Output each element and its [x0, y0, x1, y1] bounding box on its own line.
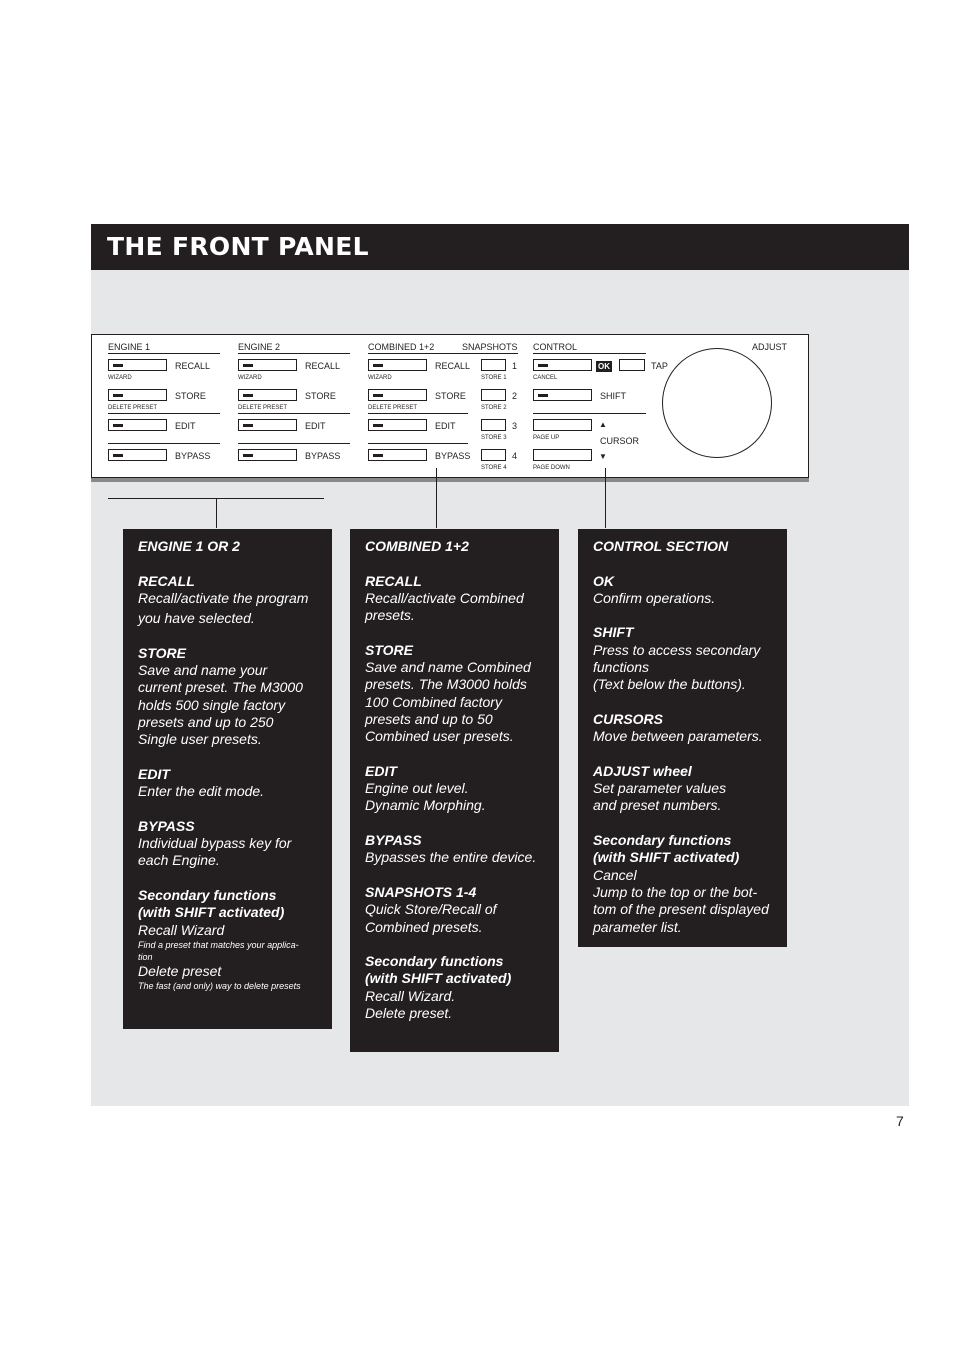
engine2-recall-label: RECALL: [305, 361, 341, 371]
combined-divider: [368, 443, 468, 444]
snapshot-2-button[interactable]: [481, 389, 506, 401]
combined-connector-line: [436, 468, 437, 528]
store-heading: STORE: [365, 641, 413, 658]
snapshot-3-store-label: STORE 3: [481, 435, 507, 441]
engine2-title: ENGINE 2: [238, 342, 281, 352]
tap-label: TAP: [651, 361, 668, 371]
store-text: Save and name your: [138, 662, 268, 679]
snapshot-1-store-label: STORE 1: [481, 375, 507, 381]
engine2-edit-button[interactable]: [238, 419, 297, 431]
engine2-recall-button[interactable]: [238, 359, 297, 371]
engine1-divider: [108, 443, 220, 444]
store-text: presets and up to 250: [138, 713, 274, 730]
page-down-label: PAGE DOWN: [533, 465, 570, 471]
engine1-wizard-label: WIZARD: [108, 375, 132, 381]
engine2-delete-preset-label: DELETE PRESET: [238, 405, 288, 411]
cancel-label: CANCEL: [533, 375, 558, 381]
secondary-functions-subheading: (with SHIFT activated): [365, 970, 512, 987]
combined-store-button[interactable]: [368, 389, 427, 401]
engine1-bypass-label: BYPASS: [175, 451, 211, 461]
combined-bypass-label: BYPASS: [435, 451, 471, 461]
store-text: current preset. The M3000: [138, 679, 303, 696]
led-indicator: [373, 424, 383, 427]
snapshots-text: Combined presets.: [365, 918, 483, 935]
secondary-functions-text: Delete preset.: [365, 1005, 453, 1022]
control-connector-line: [605, 468, 606, 528]
engine1-edit-button[interactable]: [108, 419, 167, 431]
secondary-functions-heading: Secondary functions: [138, 886, 277, 903]
bypass-heading: BYPASS: [365, 832, 422, 849]
snapshot-4-store-label: STORE 4: [481, 465, 507, 471]
secondary-functions-text: tom of the present displayed: [593, 901, 769, 918]
snapshot-2-store-label: STORE 2: [481, 405, 507, 411]
secondary-functions-subheading: (with SHIFT activated): [593, 849, 740, 866]
led-indicator: [113, 454, 123, 457]
secondary-functions-subheading: (with SHIFT activated): [138, 904, 285, 921]
ok-text: Confirm operations.: [593, 589, 716, 606]
led-indicator: [373, 454, 383, 457]
led-indicator: [243, 364, 253, 367]
control-box-title: CONTROL SECTION: [593, 538, 729, 554]
tap-button[interactable]: [619, 359, 645, 371]
bypass-heading: BYPASS: [138, 817, 195, 834]
led-indicator: [113, 364, 123, 367]
snapshot-3-number: 3: [512, 421, 518, 431]
recall-heading: RECALL: [365, 572, 422, 589]
bypass-text: Individual bypass key for: [138, 835, 292, 852]
store-heading: STORE: [138, 644, 186, 661]
engine-description-box: [123, 529, 332, 1029]
secondary-functions-heading: Secondary functions: [593, 832, 732, 849]
cursor-up-arrow-icon: ▲: [599, 420, 607, 429]
snapshot-4-button[interactable]: [481, 449, 506, 461]
secondary-functions-text: Cancel: [593, 866, 637, 883]
control-description-box: [578, 529, 787, 947]
engine1-store-button[interactable]: [108, 389, 167, 401]
snapshot-4-number: 4: [512, 451, 518, 461]
engine1-edit-label: EDIT: [175, 421, 196, 431]
combined-recall-button[interactable]: [368, 359, 427, 371]
secondary-functions-text: Jump to the top or the bot-: [593, 883, 758, 900]
delete-preset-text: Delete preset: [138, 962, 222, 979]
edit-text: Engine out level.: [365, 780, 469, 797]
combined-edit-label: EDIT: [435, 421, 456, 431]
engine1-divider: [108, 413, 220, 414]
section-header-bar: [91, 224, 909, 270]
shift-heading: SHIFT: [593, 624, 634, 641]
engine1-title-rule: [108, 353, 220, 354]
adjust-text: and preset numbers.: [593, 797, 722, 814]
control-title: CONTROL: [533, 342, 578, 352]
engine-box-title: ENGINE 1 OR 2: [138, 538, 240, 554]
bypass-text: Bypasses the entire device.: [365, 849, 537, 866]
combined-recall-label: RECALL: [435, 361, 471, 371]
combined-title: COMBINED 1+2: [368, 342, 435, 352]
led-indicator: [243, 424, 253, 427]
page-title: THE FRONT PANEL: [107, 232, 369, 261]
snapshot-1-number: 1: [512, 361, 518, 371]
store-text: 100 Combined factory: [365, 693, 502, 710]
engine1-store-label: STORE: [175, 391, 206, 401]
store-text: holds 500 single factory: [138, 696, 286, 713]
page-down-button[interactable]: [533, 449, 592, 461]
recall-text: Recall/activate the program: [138, 589, 309, 606]
engine-connector-line: [216, 498, 217, 528]
led-indicator: [538, 394, 548, 397]
edit-heading: EDIT: [138, 765, 170, 782]
cursor-label: CURSOR: [600, 436, 640, 446]
engine2-edit-label: EDIT: [305, 421, 326, 431]
cursors-heading: CURSORS: [593, 710, 664, 727]
led-indicator: [373, 364, 383, 367]
engine1-bypass-button[interactable]: [108, 449, 167, 461]
edit-text: Enter the edit mode.: [138, 783, 265, 800]
ok-label: OK: [598, 362, 610, 371]
edit-heading: EDIT: [365, 762, 397, 779]
recall-heading: RECALL: [138, 572, 195, 589]
recall-text: you have selected.: [138, 610, 255, 627]
store-text: Combined user presets.: [365, 728, 514, 745]
shift-text: Press to access secondary: [593, 641, 761, 658]
recall-wizard-text: Recall Wizard: [138, 921, 225, 938]
recall-text: presets.: [365, 607, 415, 624]
led-indicator: [113, 394, 123, 397]
engine1-recall-label: RECALL: [175, 361, 211, 371]
store-text: presets and up to 50: [365, 710, 493, 727]
snapshot-1-button[interactable]: [481, 359, 506, 371]
engine2-title-rule: [238, 353, 350, 354]
shift-text: functions: [593, 659, 650, 676]
engine2-store-button[interactable]: [238, 389, 297, 401]
cursors-text: Move between parameters.: [593, 728, 763, 745]
led-indicator: [373, 394, 383, 397]
combined-delete-preset-label: DELETE PRESET: [368, 405, 418, 411]
ok-button[interactable]: [533, 359, 592, 371]
secondary-functions-text: parameter list.: [593, 918, 682, 935]
snapshots-title: SNAPSHOTS: [462, 342, 518, 352]
panel-shadow: [91, 478, 809, 482]
snapshots-heading: SNAPSHOTS 1-4: [365, 883, 477, 900]
secondary-functions-text: Recall Wizard.: [365, 987, 456, 1004]
engine1-recall-button[interactable]: [108, 359, 167, 371]
led-indicator: [243, 394, 253, 397]
engine2-divider: [238, 443, 350, 444]
adjust-heading: ADJUST wheel: [593, 762, 692, 779]
bypass-text: each Engine.: [138, 852, 220, 869]
combined-wizard-label: WIZARD: [368, 375, 392, 381]
led-indicator: [243, 454, 253, 457]
delete-preset-note: The fast (and only) way to delete presets: [138, 981, 301, 992]
page-up-label: PAGE UP: [533, 435, 560, 441]
snapshot-3-button[interactable]: [481, 419, 506, 431]
adjust-label: ADJUST: [752, 342, 788, 352]
led-indicator: [113, 424, 123, 427]
combined-divider: [368, 413, 468, 414]
combined-store-label: STORE: [435, 391, 466, 401]
control-title-rule: [533, 353, 646, 354]
recall-wizard-note: tion: [138, 951, 153, 962]
store-text: presets. The M3000 holds: [365, 676, 527, 693]
shift-label: SHIFT: [600, 391, 626, 401]
recall-text: Recall/activate Combined: [365, 589, 524, 606]
engine2-divider: [238, 413, 350, 414]
engine2-wizard-label: WIZARD: [238, 375, 262, 381]
snapshot-2-number: 2: [512, 391, 518, 401]
engine1-title: ENGINE 1: [108, 342, 151, 352]
page-number: 7: [896, 1113, 904, 1129]
control-divider: [533, 413, 646, 414]
shift-text: (Text below the buttons).: [593, 676, 746, 693]
engine2-store-label: STORE: [305, 391, 336, 401]
combined-bypass-button[interactable]: [368, 449, 427, 461]
led-indicator: [538, 364, 548, 367]
recall-wizard-note: Find a preset that matches your applica-: [138, 939, 299, 950]
combined-edit-button[interactable]: [368, 419, 427, 431]
engine1-delete-preset-label: DELETE PRESET: [108, 405, 158, 411]
adjust-text: Set parameter values: [593, 780, 727, 797]
engine2-bypass-button[interactable]: [238, 449, 297, 461]
ok-heading: OK: [593, 572, 614, 589]
page-up-button[interactable]: [533, 419, 592, 431]
combined-box-title: COMBINED 1+2: [365, 538, 469, 554]
store-text: Single user presets.: [138, 731, 262, 748]
adjust-wheel[interactable]: [662, 348, 772, 458]
store-text: Save and name Combined: [365, 659, 531, 676]
cursor-down-arrow-icon: ▼: [599, 452, 607, 461]
combined-description-box: [350, 529, 559, 1052]
snapshots-text: Quick Store/Recall of: [365, 901, 497, 918]
edit-text: Dynamic Morphing.: [365, 797, 486, 814]
secondary-functions-heading: Secondary functions: [365, 953, 504, 970]
combined-title-rule: [368, 353, 518, 354]
shift-button[interactable]: [533, 389, 592, 401]
engine2-bypass-label: BYPASS: [305, 451, 341, 461]
